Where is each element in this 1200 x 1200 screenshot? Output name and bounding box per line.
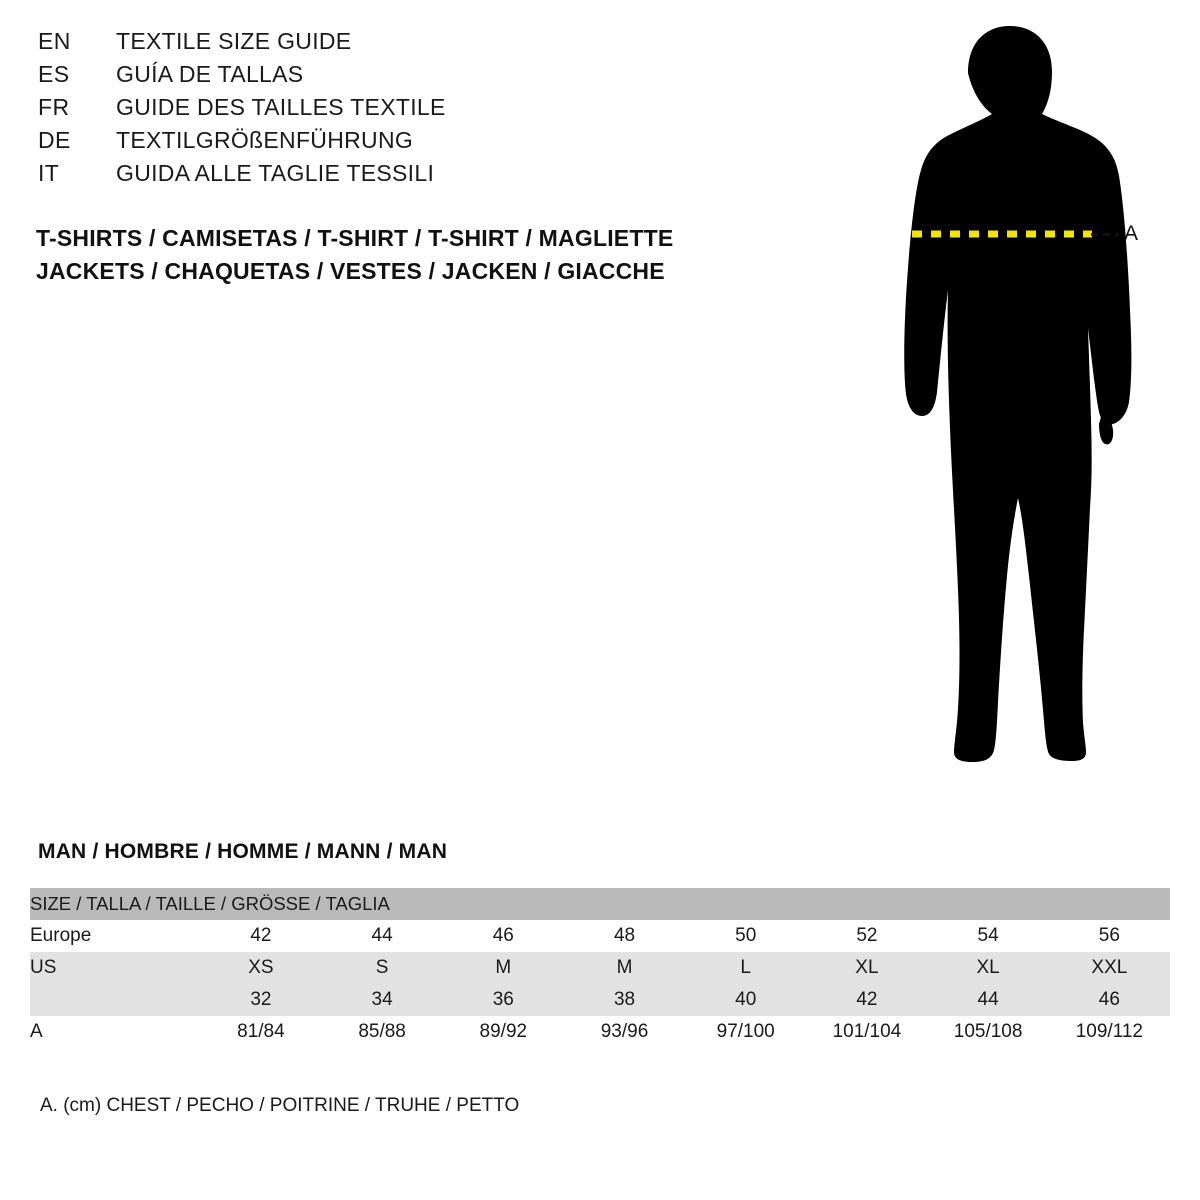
cell: 105/108 bbox=[928, 1016, 1049, 1048]
table-section-title: MAN / HOMBRE / HOMME / MANN / MAN bbox=[38, 840, 448, 863]
table-row bbox=[30, 920, 1170, 952]
cell: 44 bbox=[322, 920, 443, 952]
callout-leader-line bbox=[1091, 233, 1119, 236]
language-row bbox=[38, 28, 738, 61]
cell: 101/104 bbox=[806, 1016, 927, 1048]
row-label: A bbox=[30, 1016, 200, 1048]
language-list bbox=[38, 28, 738, 193]
cell: 52 bbox=[806, 920, 927, 952]
language-row bbox=[38, 94, 738, 127]
language-title: TEXTILGRÖßENFÜHRUNG bbox=[116, 127, 414, 153]
callout-label-a: A bbox=[1124, 222, 1139, 245]
cell: 40 bbox=[685, 984, 806, 1016]
cell: 48 bbox=[564, 920, 685, 952]
language-row bbox=[38, 160, 738, 193]
cell: 93/96 bbox=[564, 1016, 685, 1048]
cell: 42 bbox=[806, 984, 927, 1016]
language-row bbox=[38, 127, 738, 160]
language-code: IT bbox=[38, 160, 60, 186]
row-label: Europe bbox=[30, 920, 200, 952]
row-label: US bbox=[30, 952, 200, 984]
table-row bbox=[30, 952, 1170, 984]
language-title: TEXTILE SIZE GUIDE bbox=[116, 28, 352, 54]
male-silhouette-icon bbox=[820, 10, 1200, 800]
body-silhouette-figure bbox=[820, 10, 1200, 800]
cell: 34 bbox=[322, 984, 443, 1016]
language-code: DE bbox=[38, 127, 71, 153]
category-tshirts: T-SHIRTS / CAMISETAS / T-SHIRT / T-SHIRT / MAGLIETTE bbox=[36, 225, 674, 251]
cell: 89/92 bbox=[443, 1016, 564, 1048]
size-table bbox=[30, 888, 1170, 1048]
language-code: EN bbox=[38, 28, 71, 54]
table-row bbox=[30, 1016, 1170, 1048]
cell: XL bbox=[806, 952, 927, 984]
language-title: GUIDE DES TAILLES TEXTILE bbox=[116, 94, 446, 120]
table-header-label: SIZE / TALLA / TAILLE / GRÖSSE / TAGLIA bbox=[30, 888, 1170, 920]
cell: 46 bbox=[443, 920, 564, 952]
cell: M bbox=[564, 952, 685, 984]
cell: 56 bbox=[1049, 920, 1170, 952]
table-header-row bbox=[30, 888, 1170, 920]
language-title: GUIDA ALLE TAGLIE TESSILI bbox=[116, 160, 435, 186]
cell: S bbox=[322, 952, 443, 984]
cell: 44 bbox=[928, 984, 1049, 1016]
category-jackets: JACKETS / CHAQUETAS / VESTES / JACKEN / GIACCHE bbox=[36, 258, 665, 284]
garment-categories bbox=[36, 222, 673, 288]
table-footnote: A. (cm) CHEST / PECHO / POITRINE / TRUHE / PETTO bbox=[40, 1095, 520, 1116]
language-code: ES bbox=[38, 61, 70, 87]
cell: 46 bbox=[1049, 984, 1170, 1016]
cell: 42 bbox=[200, 920, 321, 952]
language-code: FR bbox=[38, 94, 70, 120]
cell: XL bbox=[928, 952, 1049, 984]
cell: 38 bbox=[564, 984, 685, 1016]
cell: M bbox=[443, 952, 564, 984]
cell: XS bbox=[200, 952, 321, 984]
row-label bbox=[30, 984, 200, 1016]
cell: 36 bbox=[443, 984, 564, 1016]
cell: 32 bbox=[200, 984, 321, 1016]
cell: 50 bbox=[685, 920, 806, 952]
cell: L bbox=[685, 952, 806, 984]
language-row bbox=[38, 61, 738, 94]
cell: XXL bbox=[1049, 952, 1170, 984]
cell: 97/100 bbox=[685, 1016, 806, 1048]
table-row bbox=[30, 984, 1170, 1016]
cell: 109/112 bbox=[1049, 1016, 1170, 1048]
cell: 54 bbox=[928, 920, 1049, 952]
cell: 85/88 bbox=[322, 1016, 443, 1048]
language-title: GUÍA DE TALLAS bbox=[116, 61, 304, 87]
cell: 81/84 bbox=[200, 1016, 321, 1048]
